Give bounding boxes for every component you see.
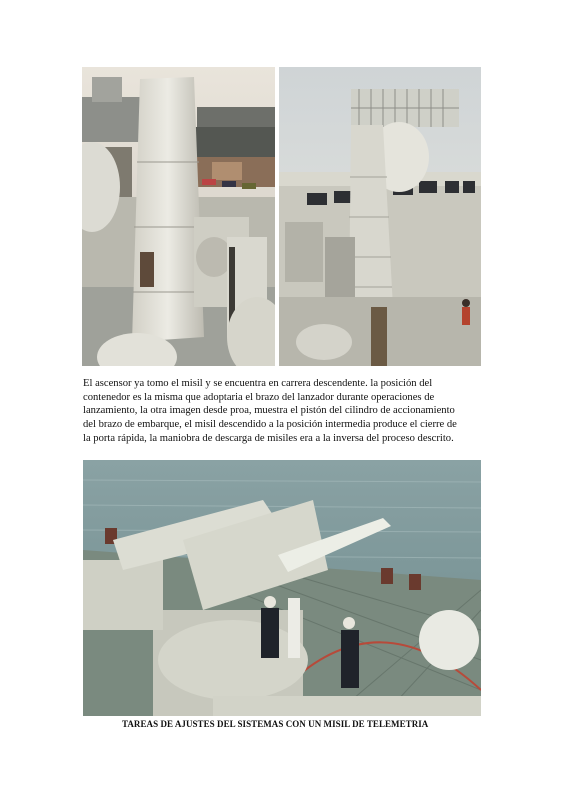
paragraph-line: la porta rápida, la maniobra de descarga de misiles era a la inversa del proceso descrito. [83,432,454,444]
photo-launcher-bow-view [279,67,481,366]
photo-telemetry-missile-adjustment [83,460,481,716]
paragraph-line: contenedor es la misma que adoptaria el brazo del lanzador durante operaciones de [83,391,435,403]
description-paragraph [83,377,493,446]
paragraph-line: El ascensor ya tomo el misil y se encuentra en carrera descendente. la posición del [83,378,433,389]
paragraph-line: lanzamiento, la otra imagen desde proa, muestra el pistón del cilindro de accionamiento [83,405,455,417]
photo-caption: TAREAS DE AJUSTES DEL SISTEMAS CON UN MISIL DE TELEMETRIA [122,719,429,729]
paragraph-line: del brazo de embarque, el misil descendido a la posición intermedia produce el cierre de [83,419,457,431]
photo-launcher-harbor [82,67,275,366]
